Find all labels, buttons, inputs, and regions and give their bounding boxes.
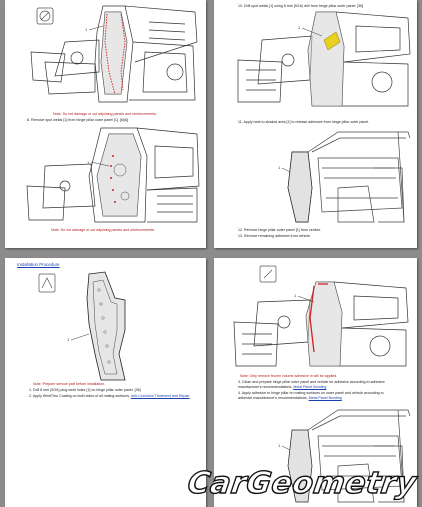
step-4-cont-text xyxy=(238,396,342,400)
step-11-text: 11. Apply heat to shaded area [1] to release adhesive from hinge pillar outer panel. xyxy=(238,120,370,124)
metal-panel-bonding-link-2[interactable]: Metal Panel Bonding xyxy=(308,396,342,400)
page-2 xyxy=(214,0,417,248)
step-3-cont-body: manufacturer's recommendations. xyxy=(238,385,294,389)
svg-text:1: 1 xyxy=(67,337,70,342)
figure-drill-spot-welds xyxy=(232,10,412,110)
prepare-note-text: Note: Prepare service part before installation. xyxy=(33,382,106,386)
step-4-cont-body: adhesive manufacturer's recommendations. xyxy=(238,396,309,400)
page-1 xyxy=(5,0,206,248)
site-watermark-logo: CarGeometry xyxy=(185,466,419,501)
svg-text:1: 1 xyxy=(294,293,297,298)
svg-text:1: 1 xyxy=(298,25,301,30)
svg-text:1: 1 xyxy=(85,27,88,32)
metal-panel-bonding-link-1[interactable]: Metal Panel Bonding xyxy=(293,385,327,389)
step-10-text: 10. Drill spot welds [1] using 8 mm (5/16) drill from hinge pillar outer panel. [36] xyxy=(238,4,364,8)
page-3 xyxy=(5,258,206,507)
figure-service-part xyxy=(29,270,169,384)
figure-adhesive-areas xyxy=(230,262,412,370)
figure-hinge-pillar-removal-bottom xyxy=(25,126,201,224)
step-2-text xyxy=(29,394,190,398)
svg-text:1: 1 xyxy=(278,443,281,448)
step-3-text: 3. Clean and prepare hinge pillar outer panel and vehicle for adhesive according to adhesive xyxy=(238,380,385,384)
installation-procedure-heading[interactable]: Installation Procedure xyxy=(17,262,60,267)
figure-remove-outer-panel xyxy=(278,128,412,224)
svg-text:1: 1 xyxy=(278,165,281,170)
svg-text:1: 1 xyxy=(87,160,90,165)
step-8-text: 8. Remove spot welds [1] from hinge pillar outer panel [1]. [6(6)] xyxy=(27,118,129,122)
step-13-text: 13. Remove remaining adhesive from vehicle. xyxy=(238,234,311,238)
step-2-body: 2. Apply WeldThru Coating on both sides of all mating surfaces. xyxy=(29,394,131,398)
step-1-text: 1. Drill 8 mm (5/16) plug weld holes [1] on hinge pillar outer panel. [36] xyxy=(29,388,141,392)
adhesive-note-text: Note: Only remove frozen volume adhesive in will be applied. xyxy=(240,374,338,378)
anti-corrosion-link[interactable]: Anti-Corrosion Treatment and Repair xyxy=(130,394,190,398)
note-text: Note: Do not damage or cut adjoining panels and reinforcements. xyxy=(53,112,157,116)
bottom-note-text: Note: Do not damage or cut adjoining panels and reinforcements. xyxy=(51,228,155,232)
step-4-text: 4. Apply adhesive to hinge pillar on mating surfaces on outer panel and vehicle according to xyxy=(238,391,384,395)
step-12-text: 12. Remove hinge pillar outer panel [1] from vehicle. xyxy=(238,228,322,232)
figure-hinge-pillar-removal-top xyxy=(25,2,201,106)
step-3-cont-text xyxy=(238,385,326,389)
